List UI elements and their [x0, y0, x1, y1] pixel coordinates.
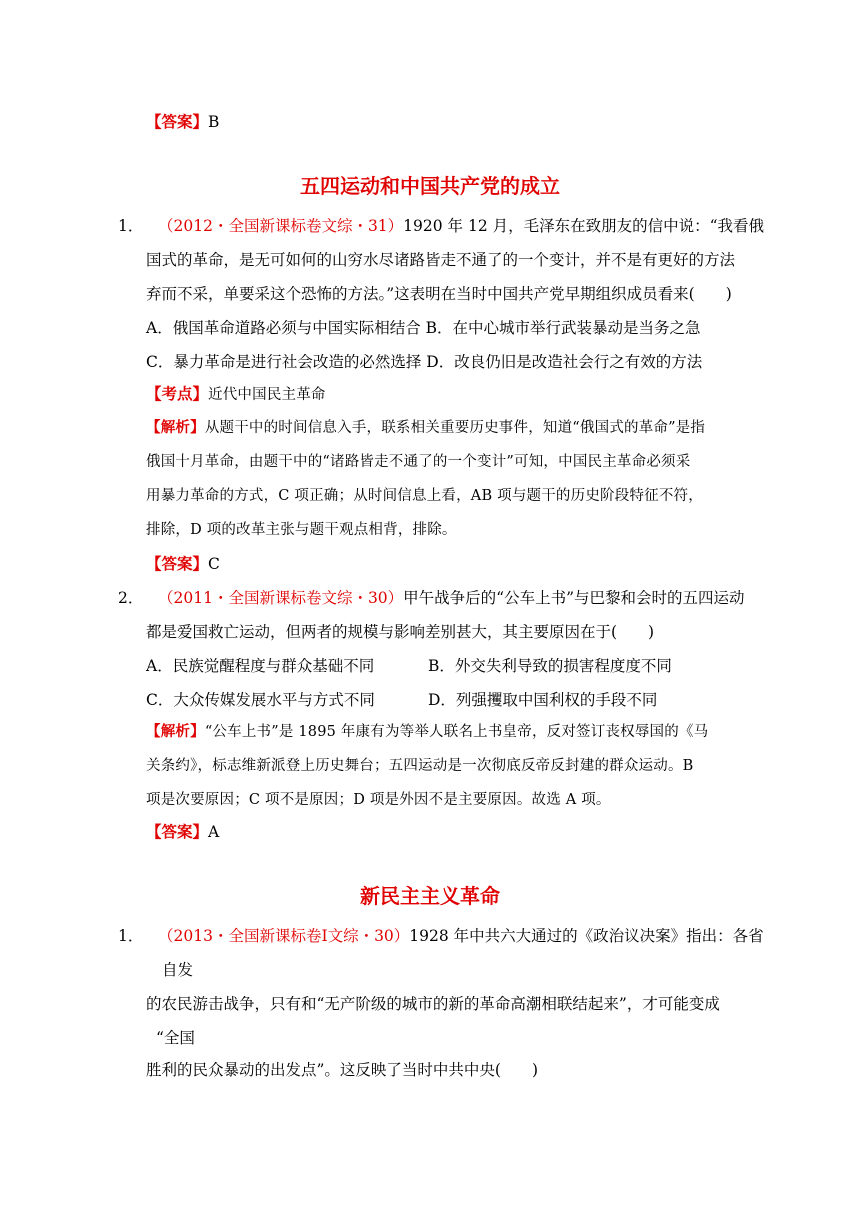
question-stem-line-1 — [158, 926, 764, 946]
top-answer — [146, 112, 219, 132]
question-stem-line-1 — [158, 216, 764, 236]
answer-label: 【答案】 — [146, 554, 209, 573]
question-number: 2． — [118, 589, 144, 607]
question-stem-line-3: 弃而不采，单要采这个恐怖的方法。”这表明在当时中国共产党早期组织成员看来( ) — [146, 285, 732, 303]
kaodian-text: 近代中国民主革命 — [208, 387, 326, 403]
jiexi-line-2: 俄国十月革命，由题干中的“诸路皆走不通了的一个变计”可知，中国民主革命必须采 — [146, 454, 691, 470]
question-stem-line-4: “全国 — [156, 1029, 195, 1047]
stem-text: 1928 年中共六大通过的《政治议决案》指出：各省 — [409, 927, 764, 945]
jiexi-line-3: 项是次要原因；C 项不是原因；D 项是外因不是主要原因。故选 A 项。 — [146, 792, 611, 808]
answer-label: 【答案】 — [146, 112, 209, 131]
question-stem-line-2: 自发 — [162, 961, 194, 979]
question-stem-line-2: 都是爱国救亡运动，但两者的规模与影响差别甚大，其主要原因在于( ) — [146, 623, 655, 641]
jiexi-label: 【解析】 — [146, 723, 205, 740]
option-c: C．大众传媒发展水平与方式不同 — [146, 691, 375, 709]
kaodian — [146, 384, 326, 405]
option-b: B．外交失利导致的损害程度度不同 — [428, 657, 672, 675]
answer-c — [146, 554, 220, 574]
jiexi-line-1 — [146, 418, 705, 438]
section-title-1: 五四运动和中国共产党的成立 — [300, 174, 560, 198]
question-source: （2013・全国新课标卷Ⅰ文综・30） — [158, 927, 410, 945]
option-d: D．列强攫取中国利权的手段不同 — [428, 691, 658, 709]
answer-a — [146, 822, 219, 842]
question-stem-line-1 — [158, 588, 745, 608]
answer-value: B — [208, 113, 220, 131]
kaodian-label: 【考点】 — [146, 384, 209, 403]
question-stem-line-5: 胜利的民众暴动的出发点”。这反映了当时中共中央( ) — [146, 1061, 539, 1079]
question-stem-line-2: 国式的革命，是无可如何的山穷水尽诸路皆走不通了的一个变计，并不是有更好的方法 — [146, 251, 736, 269]
question-source: （2011・全国新课标卷文综・30） — [158, 589, 404, 607]
option-a: A．民族觉醒程度与群众基础不同 — [146, 657, 375, 675]
question-number: 1． — [118, 927, 144, 945]
section-title-2: 新民主主义革命 — [360, 884, 500, 908]
jiexi-label: 【解析】 — [146, 419, 205, 436]
answer-label: 【答案】 — [146, 822, 209, 841]
jiexi-line-3: 用暴力革命的方式，C 项正确；从时间信息上看，AB 项与题干的历史阶段特征不符， — [146, 488, 703, 504]
option-line-2: C．暴力革命是进行社会改造的必然选择 D．改良仍旧是改造社会行之有效的方法 — [146, 353, 703, 371]
jiexi-text: “公车上书”是 1895 年康有为等举人联名上书皇帝，反对签订丧权辱国的《马 — [204, 724, 709, 740]
stem-text: 甲午战争后的“公车上书”与巴黎和会时的五四运动 — [403, 589, 745, 607]
jiexi-text: 从题干中的时间信息入手，联系相关重要历史事件，知道“俄国式的革命”是指 — [204, 420, 706, 436]
jiexi-line-1 — [146, 722, 708, 742]
question-stem-line-3: 的农民游击战争，只有和“无产阶级的城市的新的革命高潮相联结起来”，才可能变成 — [146, 995, 720, 1013]
question-number: 1． — [118, 217, 144, 235]
jiexi-line-4: 排除，D 项的改革主张与题干观点相背，排除。 — [146, 522, 457, 538]
answer-value: A — [208, 823, 220, 841]
jiexi-line-2: 关条约》，标志维新派登上历史舞台；五四运动是一次彻底反帝反封建的群众运动。B — [146, 758, 694, 774]
answer-value: C — [208, 555, 220, 573]
question-source: （2012・全国新课标卷文综・31） — [158, 217, 404, 235]
stem-text: 1920 年 12 月，毛泽东在致朋友的信中说：“我看俄 — [403, 217, 765, 235]
option-line-1: A．俄国革命道路必须与中国实际相结合 B．在中心城市举行武装暴动是当务之急 — [146, 319, 701, 337]
